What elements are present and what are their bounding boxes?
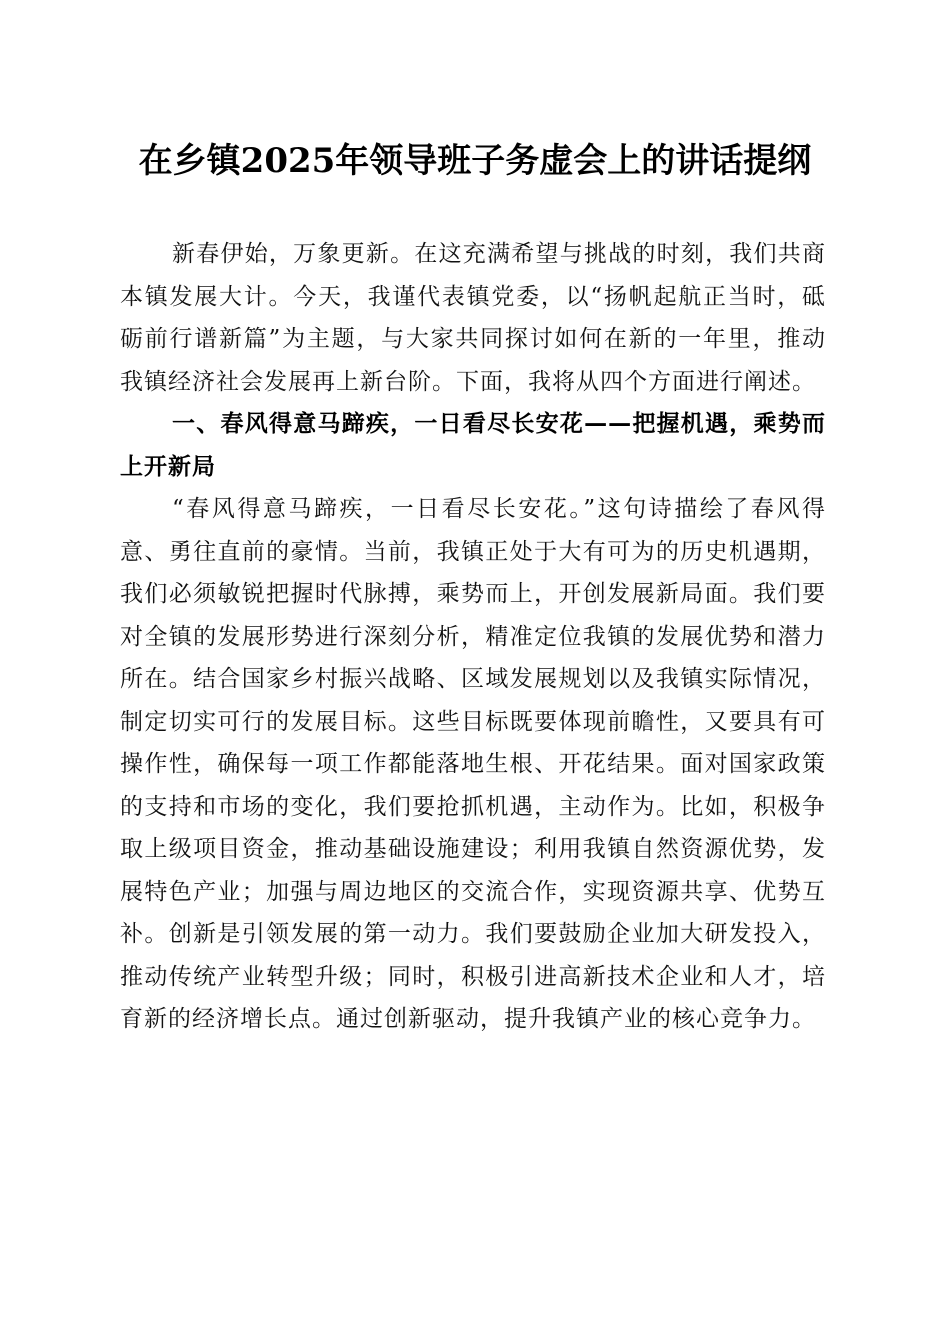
document-title: 在乡镇2025年领导班子务虚会上的讲话提纲 (138, 141, 812, 181)
intro-paragraph: 新春伊始，万象更新。在这充满希望与挑战的时刻，我们共商本镇发展大计。今天，我谨代表镇党委，以“扬帆起航正当时，砥砺前行谱新篇”为主题，与大家共同探讨如何在新的一年里，推动我镇经济社会发展再上新台阶。下面，我将从四个方面进行阐述。 (120, 241, 826, 395)
section-1-paragraph: “春风得意马蹄疾，一日看尽长安花。”这句诗描绘了春风得意、勇往直前的豪情。当前，我镇正处于大有可为的历史机遇期，我们必须敏锐把握时代脉搏，乘势而上，开创发展新局面。我们要对全镇的发展形势进行深刻分析，精准定位我镇的发展优势和潜力所在。结合国家乡村振兴战略、区域发展规划以及我镇实际情况，制定切实可行的发展目标。这些目标既要体现前瞻性，又要具有可操作性，确保每一项工作都能落地生根、开花结果。面对国家政策的支持和市场的变化，我们要抢抓机遇，主动作为。比如，积极争取上级项目资金，推动基础设施建设；利用我镇自然资源优势，发展特色产业；加强与周边地区的交流合作，实现资源共享、优势互补。创新是引领发展的第一动力。我们要鼓励企业加大研发投入，推动传统产业转型升级；同时，积极引进高新技术企业和人才，培育新的经济增长点。通过创新驱动，提升我镇产业的核心竞争力。 (120, 496, 826, 1032)
section-1-heading: 一、春风得意马蹄疾，一日看尽长安花——把握机遇，乘势而上开新局 (120, 411, 826, 480)
document-body (120, 233, 826, 1041)
